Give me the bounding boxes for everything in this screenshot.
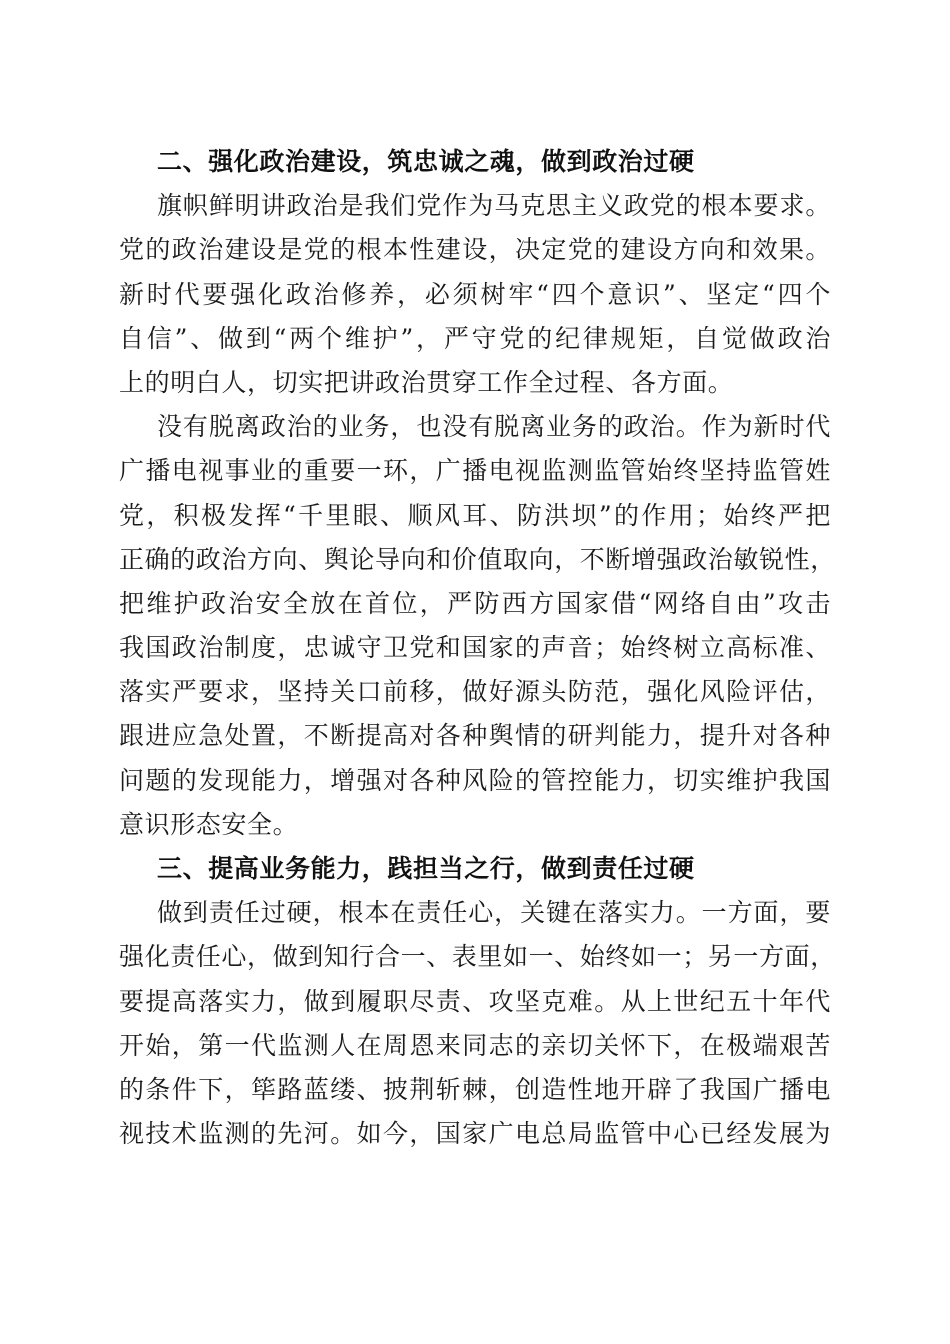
text-line: 视技术监测的先河。如今，国家广电总局监管中心已经发展为: [119, 1119, 831, 1149]
section-2-paragraph-2: [119, 405, 836, 847]
section-3-paragraph-1: [119, 891, 836, 1156]
text-line: 强化责任心，做到知行合一、表里如一、始终如一；另一方面，: [119, 942, 836, 972]
text-line: 落实严要求，坚持关口前移，做好源头防范，强化风险评估，: [119, 677, 831, 707]
text-line: 党，积极发挥“千里眼、顺风耳、防洪坝”的作用；始终严把: [119, 500, 831, 530]
text-line: 上的明白人，切实把讲政治贯穿工作全过程、各方面。: [119, 367, 734, 397]
text-line: 广播电视事业的重要一环，广播电视监测监管始终坚持监管姓: [119, 456, 831, 486]
section-3-heading: 三、提高业务能力，践担当之行，做到责任过硬: [157, 854, 695, 883]
text-line: 自信”、做到“两个维护”，严守党的纪律规矩，自觉做政治: [119, 323, 831, 353]
section-2-heading: 二、强化政治建设，筑忠诚之魂，做到政治过硬: [157, 147, 695, 176]
text-line: 正确的政治方向、舆论导向和价值取向，不断增强政治敏锐性，: [119, 544, 836, 574]
text-line: 的条件下，筚路蓝缕、披荆斩棘，创造性地开辟了我国广播电: [119, 1074, 831, 1104]
text-line: 我国政治制度，忠诚守卫党和国家的声音；始终树立高标准、: [119, 633, 831, 663]
text-line: 问题的发现能力，增强对各种风险的管控能力，切实维护我国: [119, 765, 831, 795]
text-line: 跟进应急处置，不断提高对各种舆情的研判能力，提升对各种: [119, 721, 831, 751]
text-line: 党的政治建设是党的根本性建设，决定党的建设方向和效果。: [119, 235, 831, 265]
text-line: 做到责任过硬，根本在责任心，关键在落实力。一方面，要: [157, 898, 831, 928]
document-body: [119, 140, 836, 1156]
text-line: 开始，第一代监测人在周恩来同志的亲切关怀下，在极端艰苦: [119, 1030, 831, 1060]
section-2-paragraph-1: [119, 184, 831, 405]
text-line: 要提高落实力，做到履职尽责、攻坚克难。从上世纪五十年代: [119, 986, 831, 1016]
text-line: 意识形态安全。: [119, 809, 299, 839]
text-line: 没有脱离政治的业务，也没有脱离业务的政治。作为新时代: [157, 412, 831, 442]
text-line: 旗帜鲜明讲政治是我们党作为马克思主义政党的根本要求。: [157, 191, 831, 221]
text-line: 新时代要强化政治修养，必须树牢“四个意识”、坚定“四个: [119, 279, 831, 309]
text-line: 把维护政治安全放在首位，严防西方国家借“网络自由”攻击: [119, 588, 831, 618]
